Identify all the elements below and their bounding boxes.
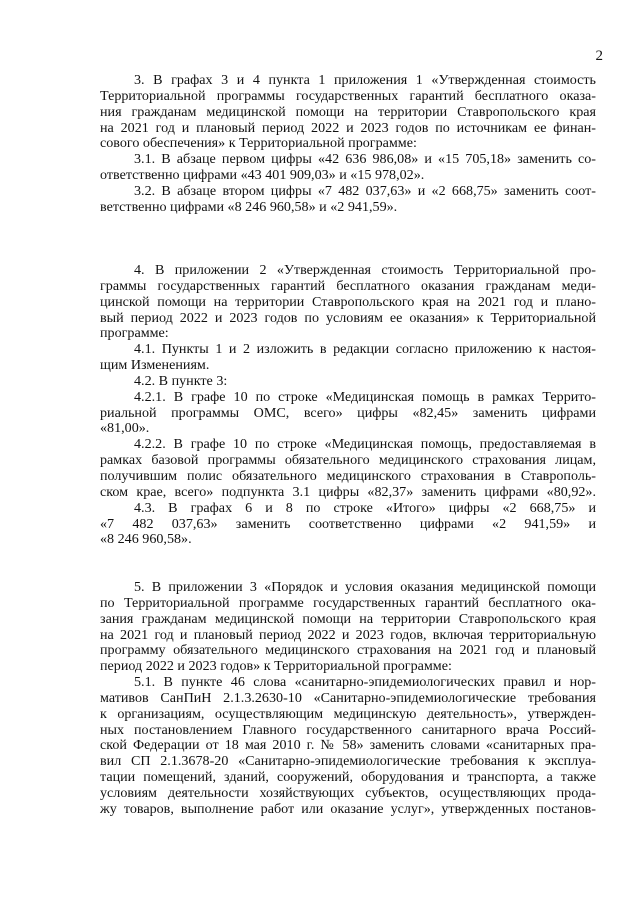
text-line: 3. В графах 3 и 4 пункта 1 приложения 1 «Утвержденная стоимость [134,72,596,88]
text-line: риальной программы ОМС, всего» цифры «82,45» заменить цифрами [100,404,596,421]
text-line: условиям деятельности хозяйствующих субъектов, осуществляющих прода- [100,784,596,801]
text-line: период 2022 и 2023 годов» к Территориальной программе: [100,658,452,675]
text-line: к организациям, осуществляющим медицинскую деятельность», утвержден- [100,705,596,722]
text-line: получившим полис обязательного медицинского страхования в Ставрополь- [100,467,596,484]
text-line: Территориальной программы государственных гарантий бесплатного оказа- [100,87,596,104]
text-line: по Территориальной программе государственных гарантий бесплатного ока- [100,594,596,611]
text-line: на 2021 год и плановый период 2022 и 2023 годов по источникам ее финан- [100,119,596,136]
text-line: щим Изменениям. [100,357,210,374]
text-line: 3.1. В абзаце первом цифры «42 636 986,08» и «15 705,18» заменить со- [134,151,596,168]
text-line: «81,00». [100,420,150,437]
text-line: граммы государственных гарантий бесплатного оказания гражданам меди- [100,277,596,294]
text-line: ском крае, всего» подпункта 3.1 цифры «82,37» заменить цифрами «80,92». [100,483,596,500]
text-line: 4.1. Пункты 1 и 2 изложить в редакции согласно приложению к настоя- [134,341,596,358]
text-line: «7 482 037,63» заменить соответственно цифрами «2 941,59» и [100,515,596,532]
text-line: тации помещений, зданий, сооружений, оборудования и транспорта, а также [100,769,596,786]
text-line: жу товаров, выполнение работ или оказание услуг», утвержденных постанов- [100,800,596,817]
text-line: программу обязательного медицинского страхования на 2021 год и плановый [100,642,596,659]
text-line: зания гражданам медицинской помощи на территории Ставропольского края [100,610,596,627]
text-line: 4.2. В пункте 3: [134,372,228,389]
section-4 [100,263,596,548]
text-line: вил СП 2.1.3678-20 «Санитарно-эпидемиологические требования к эксплуа- [100,753,596,770]
section-5 [100,580,596,818]
text-line: ответственно цифрами «43 401 909,03» и «15 978,02». [100,167,425,184]
text-line: на 2021 год и плановый период 2022 и 2023 годов, включая территориальную [100,626,596,643]
text-line: 4. В приложении 2 «Утвержденная стоимость Территориальной про- [134,262,596,278]
text-line: «8 246 960,58». [100,531,192,548]
text-line: ветственно цифрами «8 246 960,58» и «2 941,59». [100,198,398,215]
text-line: 4.2.2. В графе 10 по строке «Медицинская помощь, предоставляемая в [134,436,596,453]
section-3 [100,73,596,216]
text-line: ской Федерации от 18 мая 2010 г. № 58» заменить словами «санитарных пра- [100,737,596,754]
text-line: ных постановлением Главного государственного санитарного врача Россий- [100,721,596,738]
text-line: рамках базовой программы обязательного медицинского страхования лицам, [100,452,596,469]
text-line: 5.1. В пункте 46 слова «санитарно-эпидемиологических правил и нор- [134,674,596,691]
text-line: ния гражданам медицинской помощи на территории Ставропольского края [100,103,596,120]
text-line: 4.3. В графах 6 и 8 по строке «Итого» цифры «2 668,75» и [134,499,596,516]
text-line: 4.2.1. В графе 10 по строке «Медицинская помощь в рамках Террито- [134,388,596,405]
text-line: 3.2. В абзаце втором цифры «7 482 037,63» и «2 668,75» заменить соот- [134,182,596,199]
text-line: сового обеспечения» к Территориальной программе: [100,135,417,152]
text-line: цинской помощи на территории Ставропольского края на 2021 год и плано- [100,293,596,310]
text-line: программе: [100,325,169,342]
text-line: 5. В приложении 3 «Порядок и условия оказания медицинской помощи [134,579,596,595]
text-line: мативов СанПиН 2.1.3.2630-10 «Санитарно-эпидемиологические требования [100,689,596,706]
page-number: 2 [595,48,603,64]
text-line: вый период 2022 и 2023 годов по условиям ее оказания» к Территориальной [100,309,596,326]
